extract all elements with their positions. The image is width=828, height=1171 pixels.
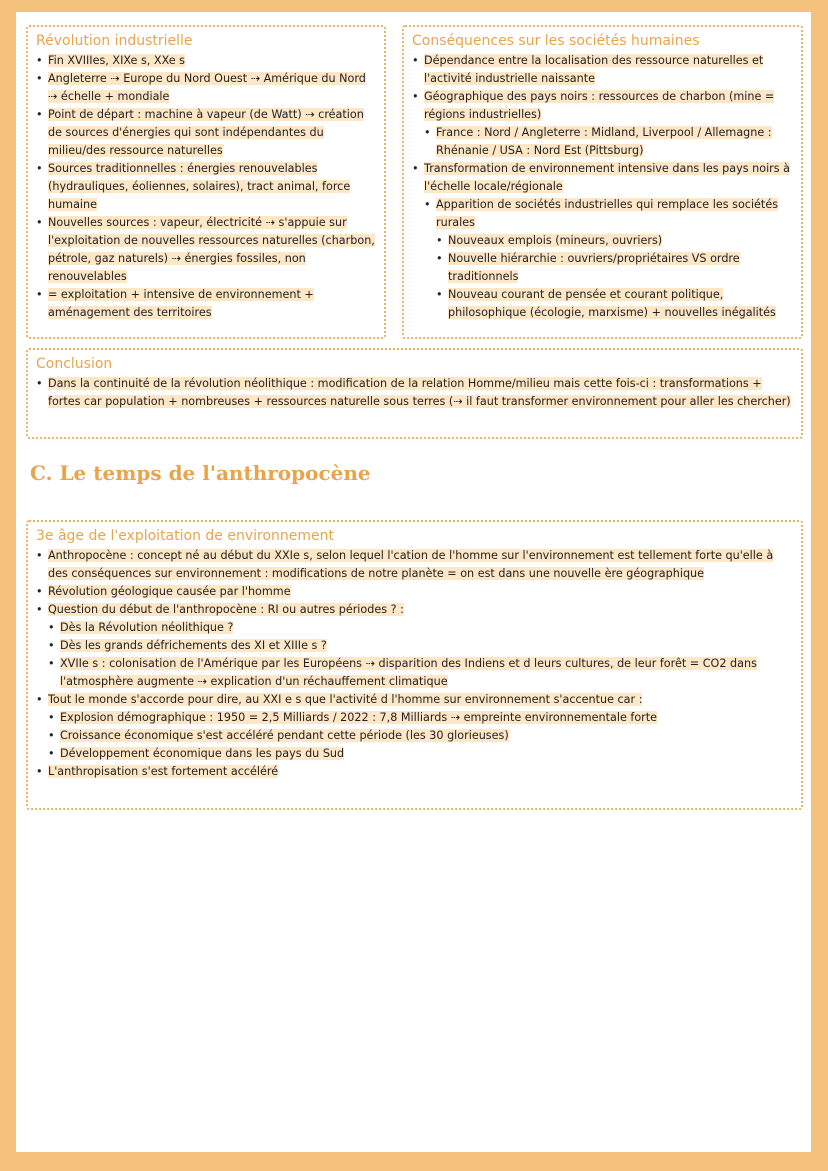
list-item: • Nouveaux emplois (mineurs, ouvriers) bbox=[436, 232, 795, 250]
list-item: • Anthropocène : concept né au début du XXIe s, selon lequel l'cation de l'homme sur l'environnement est tellement forte qu'elle à des conséquences sur environnement : modifications de notre planète = on est dans une nouvelle ère géographique bbox=[36, 547, 795, 583]
consequences-box bbox=[402, 25, 803, 339]
box-title: Révolution industrielle bbox=[36, 33, 193, 49]
list-item: • Apparition de sociétés industrielles qui remplace les sociétés rurales • Nouveaux emplois (mineurs, ouvriers) • Nouvelle hiérarchie : ouvriers/propriétaires VS ordre traditionnels • Nouveau courant de pensée et courant politique, philosophique (écologie, marxisme) + nouvelles inégalités bbox=[424, 196, 795, 322]
list-item: • Angleterre ⇢ Europe du Nord Ouest ⇢ Amérique du Nord ⇢ échelle + mondiale bbox=[36, 70, 378, 106]
list-item: • Croissance économique s'est accéléré pendant cette période (les 30 glorieuses) bbox=[48, 727, 795, 745]
list-item: • Nouvelles sources : vapeur, électricité ⇢ s'appuie sur l'exploitation de nouvelles ressources naturelles (charbon, pétrole, gaz naturels) ⇢ énergies fossiles, non renouvelables bbox=[36, 214, 378, 286]
bullet-list bbox=[412, 52, 795, 322]
list-item: • Sources traditionnelles : énergies renouvelables (hydrauliques, éoliennes, solaires), tract animal, force humaine bbox=[36, 160, 378, 214]
section-heading: C. Le temps de l'anthropocène bbox=[30, 461, 371, 485]
list-item: • Dans la continuité de la révolution néolithique : modification de la relation Homme/milieu mais cette fois-ci : transformations + fortes car population + nombreuses + ressources naturelle sous terres (⇢ il faut transformer environnement pour aller les chercher) bbox=[36, 375, 795, 411]
bullet-list bbox=[36, 547, 795, 781]
list-item: • Explosion démographique : 1950 = 2,5 Milliards / 2022 : 7,8 Milliards ⇢ empreinte environnementale forte bbox=[48, 709, 795, 727]
bullet-list bbox=[36, 375, 795, 411]
list-item: • Dépendance entre la localisation des ressource naturelles et l'activité industrielle naissante bbox=[412, 52, 795, 88]
list-item: • Géographique des pays noirs : ressources de charbon (mine = régions industrielles) • France : Nord / Angleterre : Midland, Liverpool / Allemagne : Rhénanie / USA : Nord Est (Pittsburg) bbox=[412, 88, 795, 160]
list-item: • = exploitation + intensive de environnement + aménagement des territoires bbox=[36, 286, 378, 322]
revolution-industrielle-box bbox=[26, 25, 386, 339]
conclusion-box bbox=[26, 348, 803, 439]
list-item: • Nouveau courant de pensée et courant politique, philosophique (écologie, marxisme) + nouvelles inégalités bbox=[436, 286, 795, 322]
list-item: • L'anthropisation s'est fortement accéléré bbox=[36, 763, 795, 781]
document-page bbox=[16, 12, 811, 1152]
list-item: • Question du début de l'anthropocène : RI ou autres périodes ? : • Dès la Révolution néolithique ? • Dès les grands défrichements des XI et XIIIe s ? • XVIIe s : colonisation de l'Amérique par les Européens ⇢ disparition des Indiens et d leurs cultures, de leur forêt = CO2 dans l'atmosphère augmente ⇢ explication d'un réchauffement climatique bbox=[36, 601, 795, 691]
list-item: • Révolution géologique causée par l'homme bbox=[36, 583, 795, 601]
list-item: • France : Nord / Angleterre : Midland, Liverpool / Allemagne : Rhénanie / USA : Nord Est (Pittsburg) bbox=[424, 124, 795, 160]
list-item: • XVIIe s : colonisation de l'Amérique par les Européens ⇢ disparition des Indiens et d leurs cultures, de leur forêt = CO2 dans l'atmosphère augmente ⇢ explication d'un réchauffement climatique bbox=[48, 655, 795, 691]
list-item: • Dès les grands défrichements des XI et XIIIe s ? bbox=[48, 637, 795, 655]
list-item: • Développement économique dans les pays du Sud bbox=[48, 745, 795, 763]
list-item: • Point de départ : machine à vapeur (de Watt) ⇢ création de sources d'énergies qui sont indépendantes du milieu/des ressource naturelles bbox=[36, 106, 378, 160]
anthropocene-box bbox=[26, 520, 803, 810]
list-item: • Dès la Révolution néolithique ? bbox=[48, 619, 795, 637]
list-item: • Nouvelle hiérarchie : ouvriers/propriétaires VS ordre traditionnels bbox=[436, 250, 795, 286]
bullet-list bbox=[36, 52, 378, 322]
list-item: • Fin XVIIIes, XIXe s, XXe s bbox=[36, 52, 378, 70]
list-item: • Transformation de environnement intensive dans les pays noirs à l'échelle locale/régionale • Apparition de sociétés industrielles qui remplace les sociétés rurales • Nouveaux emplois (mineurs, ouvriers) • Nouvelle hiérarchie : ouvriers/propriétaires VS ordre traditionnels • Nouveau courant de pensée et courant politique, philosophique (écologie, marxisme) + nouvelles inégalités bbox=[412, 160, 795, 322]
box-title: Conclusion bbox=[36, 356, 113, 372]
list-item: • Tout le monde s'accorde pour dire, au XXI e s que l'activité d l'homme sur environnement s'accentue car : • Explosion démographique : 1950 = 2,5 Milliards / 2022 : 7,8 Milliards ⇢ empreinte environnementale forte • Croissance économique s'est accéléré pendant cette période (les 30 glorieuses) • Développement économique dans les pays du Sud bbox=[36, 691, 795, 763]
box-title: Conséquences sur les sociétés humaines bbox=[412, 33, 700, 49]
box-title: 3e âge de l'exploitation de environnement bbox=[36, 528, 335, 544]
